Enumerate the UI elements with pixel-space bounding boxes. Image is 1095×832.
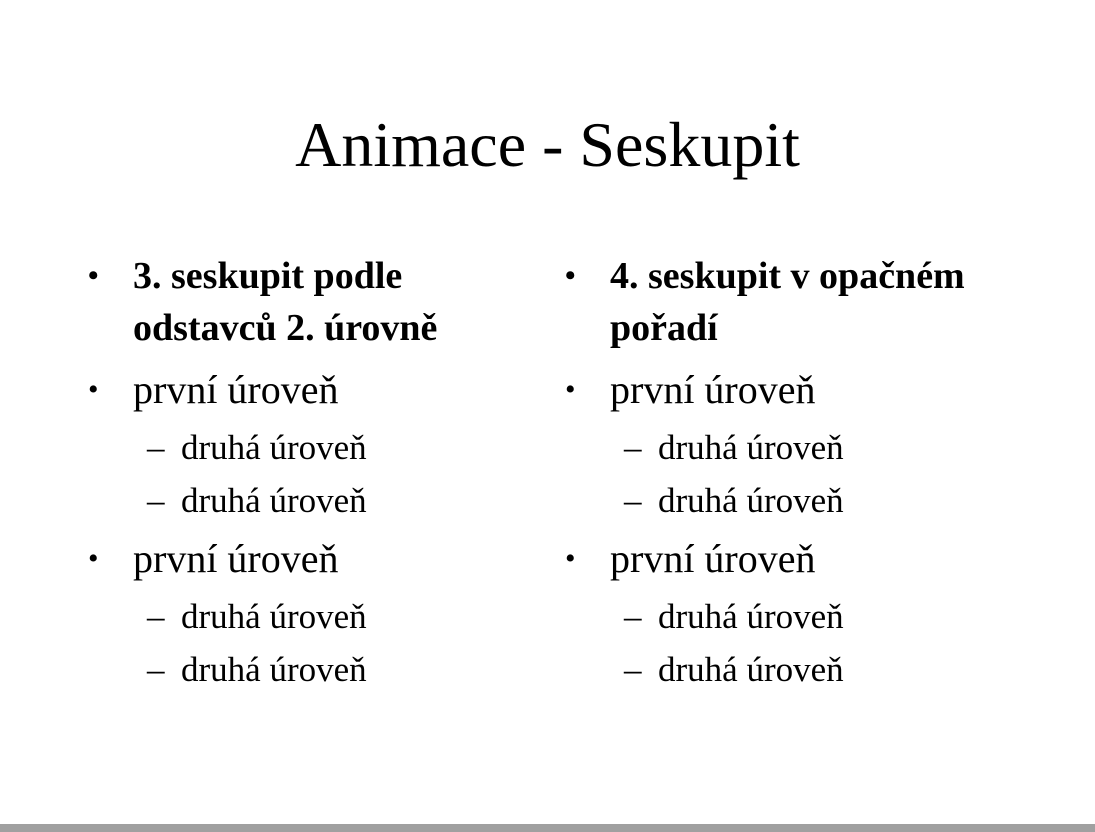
dash-icon: – [624, 428, 642, 467]
list-item-level2 [88, 479, 518, 523]
level2-text: druhá úroveň [658, 481, 844, 520]
list-item-level1 [565, 533, 995, 585]
column-heading [565, 250, 995, 354]
bullet-icon: • [565, 373, 576, 406]
bullet-icon: • [88, 542, 99, 575]
list-item-level2 [565, 479, 995, 523]
level2-text: druhá úroveň [181, 428, 367, 467]
slide-title: Animace - Seskupit [295, 109, 800, 180]
bullet-icon: • [88, 259, 99, 292]
level1-text: první úroveň [610, 367, 816, 412]
dash-icon: – [624, 481, 642, 520]
level2-text: druhá úroveň [658, 650, 844, 689]
list-item-level1 [88, 533, 518, 585]
bullet-icon: • [565, 542, 576, 575]
level2-text: druhá úroveň [181, 650, 367, 689]
dash-icon: – [624, 650, 642, 689]
dash-icon: – [147, 428, 165, 467]
list-item-level2 [565, 595, 995, 639]
list-item-level2 [88, 648, 518, 692]
list-item-level2 [565, 426, 995, 470]
level1-text: první úroveň [133, 536, 339, 581]
bullet-icon: • [565, 259, 576, 292]
bottom-scroll-bar [0, 824, 1095, 832]
dash-icon: – [147, 597, 165, 636]
level2-text: druhá úroveň [181, 597, 367, 636]
list-item-level2 [565, 648, 995, 692]
left-column [88, 250, 518, 692]
dash-icon: – [147, 650, 165, 689]
heading-text: 4. seskupit v opačném pořadí [610, 255, 965, 349]
list-item-level1 [565, 364, 995, 416]
level2-text: druhá úroveň [181, 481, 367, 520]
column-heading [88, 250, 518, 354]
right-column [565, 250, 995, 692]
level1-text: první úroveň [133, 367, 339, 412]
dash-icon: – [147, 481, 165, 520]
bullet-icon: • [88, 373, 99, 406]
level1-text: první úroveň [610, 536, 816, 581]
level2-text: druhá úroveň [658, 597, 844, 636]
list-item-level2 [88, 426, 518, 470]
heading-text: 3. seskupit podle odstavců 2. úrovně [133, 255, 438, 349]
list-item-level2 [88, 595, 518, 639]
level2-text: druhá úroveň [658, 428, 844, 467]
list-item-level1 [88, 364, 518, 416]
dash-icon: – [624, 597, 642, 636]
